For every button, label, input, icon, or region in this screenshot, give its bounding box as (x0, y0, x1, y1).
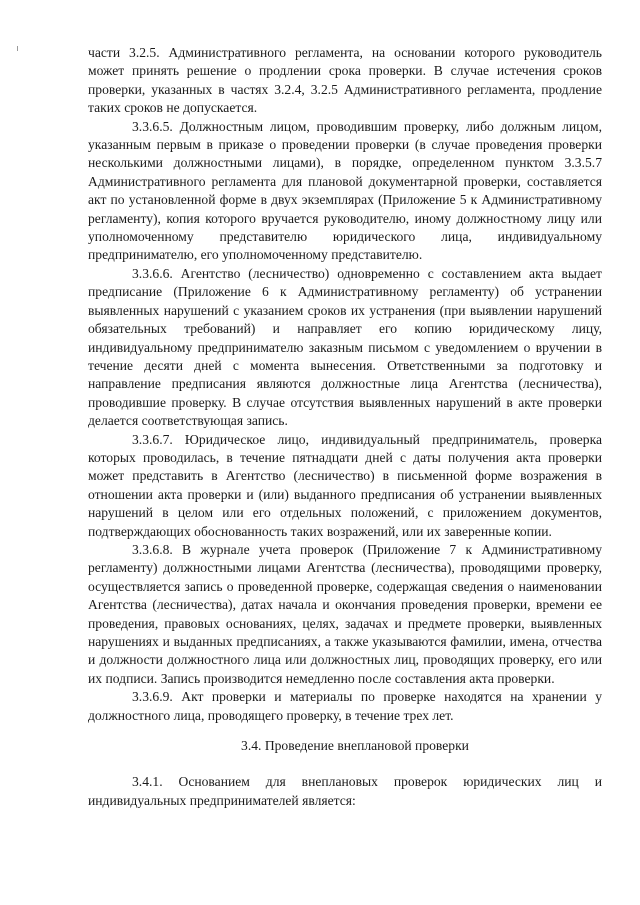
paragraph-continuation: части 3.2.5. Административного регламента, на основании которого руководитель может принять решение о продлении срока проверки. В случае истечения сроков проверки, указанных в частях 3.2.4, 3.2.5 Административного регламента, продление таких сроков не допускается. (88, 45, 602, 116)
paragraph-3-3-6-6: 3.3.6.6. Агентство (лесничество) одновременно с составлением акта выдает предписание (Приложение 6 к Административному регламенту) об устранении выявленных нарушений с указанием сроков их устранения (при выявлении нарушений обязательных требований) и направляет его копию юридическому лицу, индивидуальному предпринимателю заказным письмом с уведомлением о вручении в течение десяти дней с момента вынесения. Ответственными за подготовку и направление предписания являются должностные лица Агентства (лесничества), проводившие проверку. В случае отсутствия выявленных нарушений в акте проверки делается соответствующая запись. (88, 265, 602, 429)
scan-mark (17, 46, 18, 51)
section-heading: 3.4. Проведение внеплановой проверки (241, 738, 469, 754)
paragraph-3-3-6-9: 3.3.6.9. Акт проверки и материалы по проверке находятся на хранении у должностного лица, проводящего проверку, в течение трех лет. (88, 689, 602, 723)
document-page (88, 44, 602, 810)
paragraph-3-3-6-7: 3.3.6.7. Юридическое лицо, индивидуальный предприниматель, проверка которых проводилась, в течение пятнадцати дней с даты получения акта проверки может представить в Агентство (лесничество) в письменной форме возражения в отношении акта проверки и (или) выданного предписания об устранении выявленных нарушений в целом или его отдельных положений, с приложением документов, подтверждающих обоснованность таких возражений, или их заверенные копии. (88, 431, 602, 539)
paragraph-3-4-1: 3.4.1. Основанием для внеплановых проверок юридических лиц и индивидуальных предпринимателей является: (88, 774, 602, 808)
paragraph-3-3-6-5: 3.3.6.5. Должностным лицом, проводившим проверку, либо должным лицом, указанным первым в приказе о проведении проверки (в случае проведения проверки несколькими должностными лицами), в порядке, определенном пунктом 3.3.5.7 Административного регламента для плановой документарной проверки, составляется акт по установленной форме в двух экземплярах (Приложение 5 к Административному регламенту), копия которого вручается руководителю, иному должностному лицу или уполномоченному представителю юридического лица, индивидуальному предпринимателю, его уполномоченному представителю. (88, 118, 602, 263)
paragraph-3-3-6-8: 3.3.6.8. В журнале учета проверок (Приложение 7 к Административному регламенту) должностными лицами Агентства (лесничества), проводящими проверку, осуществляется запись о проведенной проверке, содержащая сведения о наименовании Агентства (лесничества), датах начала и окончания проведения проверки, времени ее проведения, правовых основаниях, целях, задачах и предмете проверки, выявленных нарушениях и выданных предписаниях, а также указываются фамилии, имена, отчества и должности должностного лица или должностных лиц, проводящих проверку, его или их подписи. Запись производится немедленно после составления акта проверки. (88, 541, 602, 686)
